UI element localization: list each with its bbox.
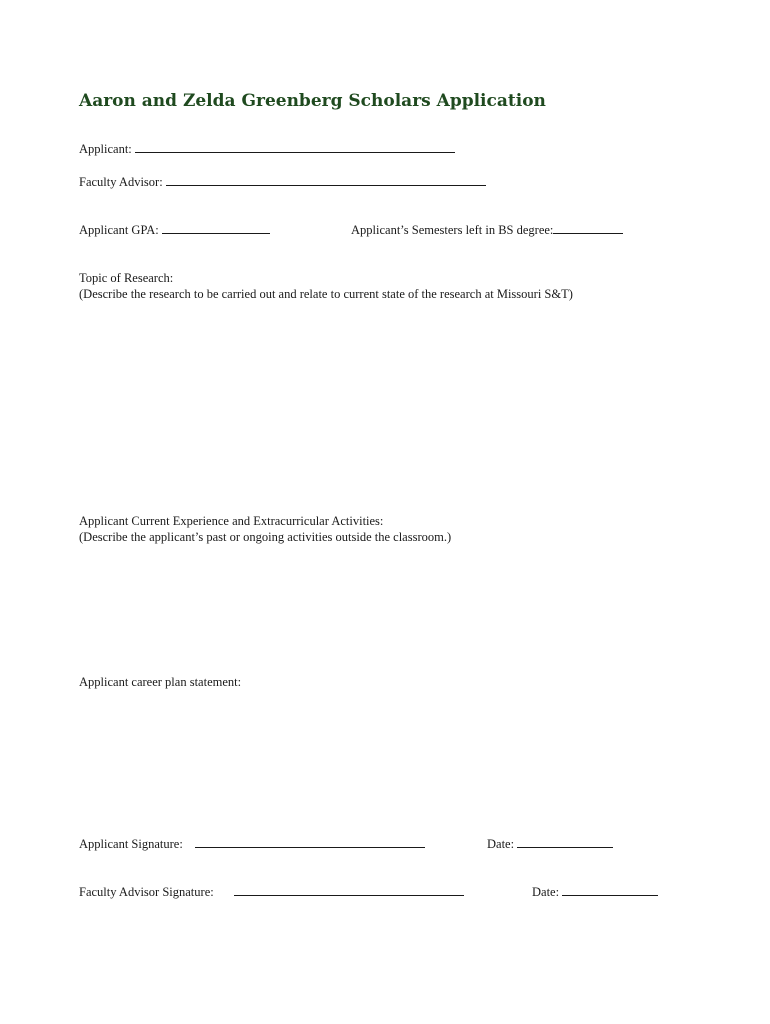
semesters-left-field [351, 222, 623, 238]
applicant-signature-field [79, 836, 425, 852]
faculty-advisor-label: Faculty Advisor: [79, 175, 163, 189]
career-plan-heading: Applicant career plan statement: [79, 675, 242, 689]
applicant-date-label: Date: [487, 837, 515, 851]
applicant-field [79, 141, 455, 157]
applicant-gpa-field [79, 222, 270, 238]
semesters-left-label: Applicant’s Semesters left in BS degree: [351, 223, 554, 237]
faculty-advisor-signature-field [79, 884, 464, 900]
faculty-advisor-input-line[interactable] [166, 174, 486, 186]
applicant-label: Applicant: [79, 142, 132, 156]
faculty-advisor-date-input-line[interactable] [562, 884, 658, 896]
faculty-advisor-signature-input-line[interactable] [234, 884, 464, 896]
applicant-signature-input-line[interactable] [195, 836, 425, 848]
topic-of-research-heading: Topic of Research: [79, 271, 174, 285]
faculty-advisor-field [79, 174, 486, 190]
faculty-advisor-date-label: Date: [532, 885, 560, 899]
applicant-gpa-input-line[interactable] [162, 222, 270, 234]
faculty-advisor-date-field [532, 884, 658, 900]
applicant-input-line[interactable] [135, 141, 455, 153]
experience-heading: Applicant Current Experience and Extracurricular Activities: [79, 514, 384, 528]
applicant-signature-label: Applicant Signature: [79, 837, 183, 851]
applicant-date-input-line[interactable] [517, 836, 613, 848]
applicant-date-field [487, 836, 613, 852]
applicant-gpa-label: Applicant GPA: [79, 223, 159, 237]
semesters-left-input-line[interactable] [553, 222, 623, 234]
topic-of-research-description: (Describe the research to be carried out and relate to current state of the research at Missouri S&T) [79, 287, 573, 301]
experience-description: (Describe the applicant’s past or ongoing activities outside the classroom.) [79, 530, 452, 544]
faculty-advisor-signature-label: Faculty Advisor Signature: [79, 885, 214, 899]
form-title: Aaron and Zelda Greenberg Scholars Application [79, 91, 546, 111]
